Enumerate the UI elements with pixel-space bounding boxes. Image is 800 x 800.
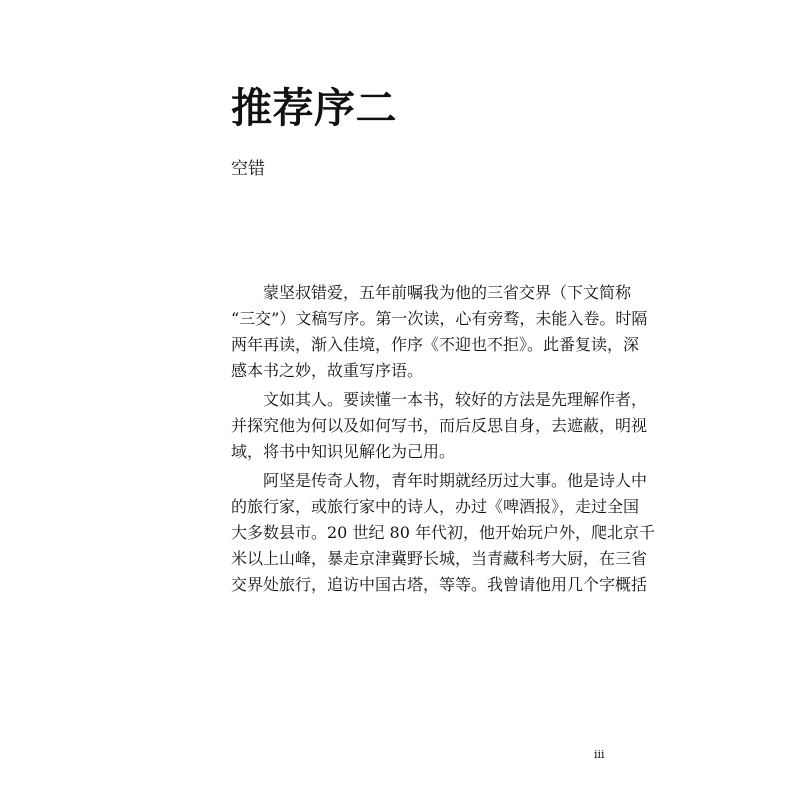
text-line: 并探究他为何以及如何写书，而后反思自身，去遮蔽，明视 — [231, 416, 648, 435]
text-line: 两年再读，渐入佳境，作序《不迎也不拒》。此番复读，深 — [231, 335, 640, 354]
page-number: iii — [594, 748, 605, 761]
text-line: 蒙坚叔错爱，五年前嘱我为他的三省交界（下文简称 — [263, 283, 632, 302]
text-line: “三交”）文稿写序。第一次读，心有旁骛，未能入卷。时隔 — [231, 309, 648, 328]
text-line: 感本书之妙，故重写序语。 — [231, 361, 424, 380]
paragraph — [231, 387, 648, 465]
page-title: 推荐序二 — [231, 84, 397, 132]
text-line: 文如其人。要读懂一本书，较好的方法是先理解作者， — [263, 390, 648, 409]
text-line: 米以上山峰，暴走京津冀野长城，当青藏科考大厨，在三省 — [231, 549, 648, 568]
text-line: 大多数县市。20 世纪 80 年代初，他开始玩户外，爬北京千 — [231, 523, 655, 542]
paragraph — [231, 280, 648, 384]
text-line: 交界处旅行，追访中国古塔，等等。我曾请他用几个字概括 — [231, 575, 648, 594]
paragraph — [231, 468, 655, 598]
text-line: 域，将书中知识见解化为己用。 — [231, 442, 456, 461]
text-line: 阿坚是传奇人物，青年时期就经历过大事。他是诗人中 — [263, 471, 648, 490]
author-name: 空错 — [231, 159, 265, 179]
text-line: 的旅行家，或旅行家中的诗人，办过《啤酒报》，走过全国 — [231, 497, 640, 516]
body-text — [231, 280, 655, 601]
